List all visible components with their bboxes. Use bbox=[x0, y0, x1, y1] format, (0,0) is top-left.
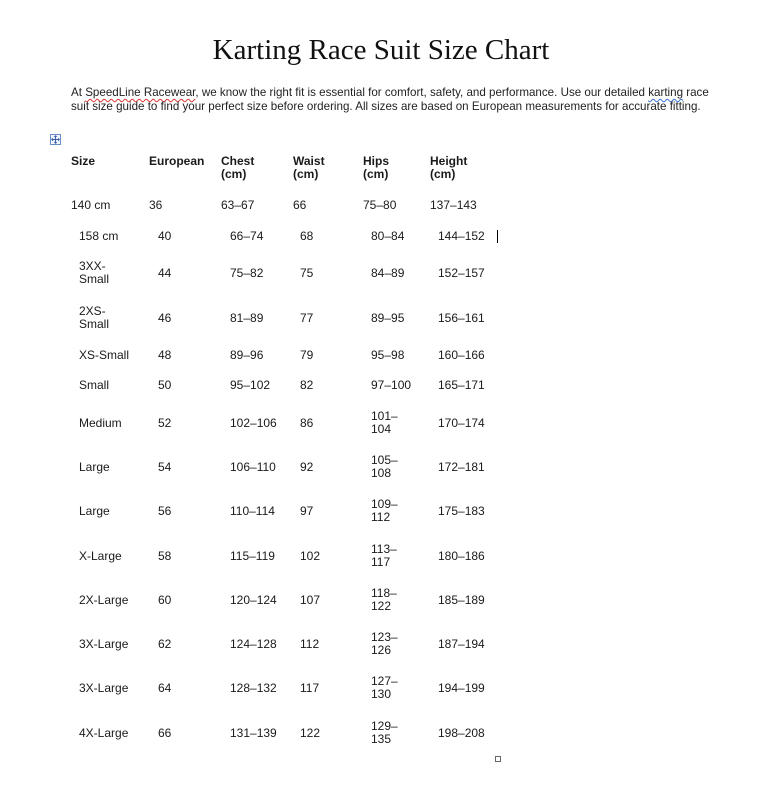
cell-waist: 86 bbox=[300, 415, 314, 430]
cell-size: 2X-Large bbox=[79, 592, 129, 607]
cell-european: 66 bbox=[158, 725, 172, 740]
cell-european: 50 bbox=[158, 377, 172, 392]
cell-european: 52 bbox=[158, 415, 172, 430]
cell-height: 180–186 bbox=[438, 548, 485, 563]
cell-height: 172–181 bbox=[438, 459, 485, 474]
cell-waist: 75 bbox=[300, 265, 314, 280]
cell-european: 46 bbox=[158, 310, 172, 325]
cell-chest: 89–96 bbox=[230, 347, 264, 362]
cell-chest: 102–106 bbox=[230, 415, 277, 430]
cell-european: 44 bbox=[158, 265, 172, 280]
table-move-handle-icon[interactable] bbox=[50, 134, 61, 145]
cell-hips: 105– 108 bbox=[371, 453, 398, 480]
cell-chest: 81–89 bbox=[230, 310, 264, 325]
cell-waist: 102 bbox=[300, 548, 321, 563]
cell-waist: 122 bbox=[300, 725, 321, 740]
cell-european: 40 bbox=[158, 228, 172, 243]
cell-waist: 77 bbox=[300, 310, 314, 325]
cell-size: 2XS- Small bbox=[79, 304, 110, 331]
header-size: Size bbox=[71, 154, 96, 168]
header-waist: Waist (cm) bbox=[293, 154, 325, 181]
intro-text-middle: , we know the right fit is essential for comfort, safety, and performance. Use our detailed bbox=[195, 86, 649, 99]
cell-chest: 115–119 bbox=[230, 548, 275, 563]
cell-size: 158 cm bbox=[79, 228, 119, 243]
cell-hips: 129– 135 bbox=[371, 719, 398, 746]
cell-height: 144–152 bbox=[438, 228, 485, 243]
cell-size: X-Large bbox=[79, 548, 122, 563]
cell-size: XS-Small bbox=[79, 347, 130, 362]
cell-waist: 68 bbox=[300, 228, 314, 243]
cell-hips: 109– 112 bbox=[371, 497, 398, 524]
cell-waist: 112 bbox=[300, 636, 320, 651]
cell-european: 48 bbox=[158, 347, 172, 362]
intro-brand-name: SpeedLine Racewear bbox=[85, 86, 196, 99]
cell-height: 194–199 bbox=[438, 680, 485, 695]
cell-waist: 97 bbox=[300, 503, 314, 518]
cell-height: 152–157 bbox=[438, 265, 485, 280]
header-hips: Hips (cm) bbox=[363, 154, 390, 181]
intro-karting-word: karting bbox=[648, 86, 684, 99]
cell-hips: 84–89 bbox=[371, 265, 405, 280]
cell-height: 137–143 bbox=[430, 197, 477, 212]
cell-height: 156–161 bbox=[438, 310, 485, 325]
cell-european: 62 bbox=[158, 636, 172, 651]
cell-chest: 128–132 bbox=[230, 680, 277, 695]
cell-size: 140 cm bbox=[71, 197, 111, 212]
cell-european: 58 bbox=[158, 548, 172, 563]
cell-size: 3X-Large bbox=[79, 680, 129, 695]
cell-european: 64 bbox=[158, 680, 172, 695]
text-cursor bbox=[497, 230, 498, 243]
cell-chest: 63–67 bbox=[221, 197, 255, 212]
cell-hips: 123– 126 bbox=[371, 630, 398, 657]
header-european: European bbox=[149, 154, 205, 168]
cell-height: 160–166 bbox=[438, 347, 485, 362]
cell-hips: 101– 104 bbox=[371, 409, 398, 436]
cell-chest: 106–110 bbox=[230, 459, 276, 474]
cell-size: Large bbox=[79, 503, 110, 518]
cell-size: Medium bbox=[79, 415, 122, 430]
cell-waist: 66 bbox=[293, 197, 307, 212]
cell-chest: 110–114 bbox=[230, 503, 275, 518]
cell-european: 56 bbox=[158, 503, 172, 518]
cell-hips: 127– 130 bbox=[371, 674, 398, 701]
cell-size: Small bbox=[79, 377, 110, 392]
cell-hips: 75–80 bbox=[363, 197, 397, 212]
cell-size: 3XX- Small bbox=[79, 259, 110, 286]
cell-hips: 97–100 bbox=[371, 377, 412, 392]
intro-text-start: At bbox=[71, 86, 86, 99]
cell-hips: 89–95 bbox=[371, 310, 405, 325]
intro-text-end: race suit size guide to find your perfect size before ordering. All sizes are based on European measurements for accurate fitting. bbox=[71, 86, 709, 113]
cell-chest: 95–102 bbox=[230, 377, 271, 392]
cell-size: 3X-Large bbox=[79, 636, 129, 651]
intro-paragraph bbox=[71, 86, 711, 113]
cell-waist: 79 bbox=[300, 347, 314, 362]
cell-height: 187–194 bbox=[438, 636, 485, 651]
cell-hips: 113– 117 bbox=[371, 542, 397, 569]
cell-chest: 75–82 bbox=[230, 265, 264, 280]
cell-size: Large bbox=[79, 459, 110, 474]
header-height: Height (cm) bbox=[430, 154, 468, 181]
cell-height: 170–174 bbox=[438, 415, 485, 430]
cell-hips: 95–98 bbox=[371, 347, 405, 362]
cell-european: 60 bbox=[158, 592, 172, 607]
cell-european: 36 bbox=[149, 197, 163, 212]
cell-chest: 66–74 bbox=[230, 228, 264, 243]
cell-waist: 92 bbox=[300, 459, 314, 474]
document-title: Karting Race Suit Size Chart bbox=[212, 34, 550, 66]
cell-chest: 131–139 bbox=[230, 725, 277, 740]
table-resize-handle[interactable] bbox=[495, 756, 501, 762]
four-arrows-icon bbox=[51, 135, 60, 144]
header-chest: Chest (cm) bbox=[221, 154, 255, 181]
cell-hips: 80–84 bbox=[371, 228, 405, 243]
cell-waist: 117 bbox=[300, 680, 320, 695]
cell-height: 198–208 bbox=[438, 725, 485, 740]
cell-height: 175–183 bbox=[438, 503, 485, 518]
cell-size: 4X-Large bbox=[79, 725, 129, 740]
cell-hips: 118– 122 bbox=[371, 586, 397, 613]
cell-height: 185–189 bbox=[438, 592, 485, 607]
cell-waist: 82 bbox=[300, 377, 314, 392]
cell-european: 54 bbox=[158, 459, 172, 474]
cell-chest: 120–124 bbox=[230, 592, 277, 607]
cell-waist: 107 bbox=[300, 592, 321, 607]
cell-chest: 124–128 bbox=[230, 636, 277, 651]
cell-height: 165–171 bbox=[438, 377, 485, 392]
